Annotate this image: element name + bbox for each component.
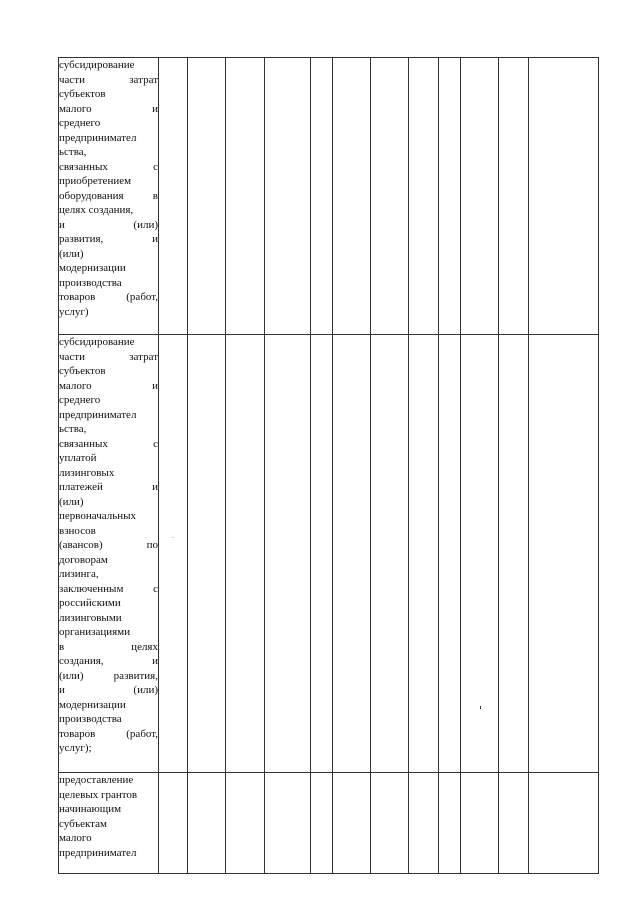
empty-cell	[439, 773, 461, 874]
empty-cell	[265, 58, 311, 335]
description-line: среднего	[59, 117, 101, 129]
empty-cell	[159, 335, 188, 773]
description-line: организациями	[59, 626, 131, 638]
description-line: товаров (работ,	[59, 291, 158, 303]
description-line: малого	[59, 832, 92, 844]
empty-cell	[159, 773, 188, 874]
empty-cell	[461, 773, 499, 874]
empty-cell	[409, 773, 439, 874]
description-line: целевых грантов	[59, 788, 138, 801]
scan-speck	[172, 537, 174, 538]
empty-cell	[226, 58, 265, 335]
description-line: предоставление	[59, 774, 134, 786]
empty-cell	[461, 58, 499, 335]
description-line: субсидирование	[59, 59, 135, 71]
description-line: (или) развития,	[59, 669, 158, 682]
table-row	[59, 58, 599, 335]
description-line: договорам	[59, 553, 108, 566]
description-line: (или)	[59, 247, 84, 260]
description-line: заключенным с	[59, 582, 158, 595]
description-line: взносов	[59, 524, 96, 537]
description-line: лизинговых	[59, 466, 115, 479]
description-line: первоначальных	[59, 510, 137, 522]
description-line: модернизации	[59, 262, 126, 274]
description-line: услуг);	[59, 742, 92, 754]
description-line: российскими	[59, 597, 121, 609]
empty-cell	[529, 773, 599, 874]
empty-cell	[226, 335, 265, 773]
scan-speck	[480, 706, 481, 709]
description-line: субъектов	[59, 88, 106, 100]
empty-cell	[371, 335, 409, 773]
empty-cell	[439, 335, 461, 773]
description-line: и (или)	[59, 684, 158, 696]
table-row	[59, 335, 599, 773]
empty-cell	[409, 58, 439, 335]
row-description-cell	[59, 58, 159, 335]
empty-cell	[529, 58, 599, 335]
description-line: ьства,	[59, 146, 87, 158]
description-line: субъектам	[59, 817, 107, 830]
empty-cell	[311, 58, 333, 335]
empty-cell	[188, 58, 226, 335]
data-table	[58, 57, 599, 874]
empty-cell	[409, 335, 439, 773]
description-line: (авансов) по	[59, 539, 158, 551]
description-line: платежей и	[59, 481, 158, 493]
table-body	[59, 58, 599, 874]
description-line: субъектов	[59, 365, 106, 377]
description-line: предпринимател	[59, 408, 137, 421]
description-line: предпринимател	[59, 846, 137, 859]
empty-cell	[371, 773, 409, 874]
empty-cell	[499, 58, 529, 335]
empty-cell	[265, 335, 311, 773]
empty-cell	[333, 773, 371, 874]
description-line: малого и	[59, 379, 158, 392]
description-line: связанных с	[59, 160, 158, 173]
description-line: части затрат	[59, 73, 158, 86]
empty-cell	[439, 58, 461, 335]
empty-cell	[311, 773, 333, 874]
description-line: начинающим	[59, 803, 122, 815]
empty-cell	[333, 58, 371, 335]
description-line: товаров (работ,	[59, 727, 158, 740]
empty-cell	[499, 773, 529, 874]
table-row	[59, 773, 599, 874]
empty-cell	[159, 58, 188, 335]
row-description-cell	[59, 773, 159, 874]
empty-cell	[371, 58, 409, 335]
description-line: приобретением	[59, 175, 132, 187]
empty-cell	[529, 335, 599, 773]
description-line: лизинговыми	[59, 611, 122, 624]
empty-cell	[188, 335, 226, 773]
description-line: развития, и	[59, 233, 158, 245]
description-line: предпринимател	[59, 131, 137, 144]
description-line: производства	[59, 713, 122, 725]
description-line: субсидирование	[59, 336, 135, 348]
description-line: создания, и	[59, 655, 158, 667]
description-line: услуг)	[59, 305, 89, 318]
description-line: уплатой	[59, 452, 97, 464]
description-line: производства	[59, 276, 122, 289]
row-description-cell	[59, 335, 159, 773]
description-line: среднего	[59, 394, 101, 406]
empty-cell	[265, 773, 311, 874]
empty-cell	[226, 773, 265, 874]
description-line: модернизации	[59, 698, 126, 711]
description-line: и (или)	[59, 218, 158, 231]
description-line: (или)	[59, 495, 84, 508]
description-line: в целях	[59, 640, 158, 653]
empty-cell	[188, 773, 226, 874]
description-line: связанных с	[59, 437, 158, 450]
description-line: ьства,	[59, 423, 87, 435]
empty-cell	[499, 335, 529, 773]
description-line: малого и	[59, 102, 158, 115]
description-line: части затрат	[59, 350, 158, 363]
description-line: оборудования в	[59, 189, 158, 202]
description-line: целях создания,	[59, 204, 134, 216]
description-line: лизинга,	[59, 568, 99, 580]
empty-cell	[311, 335, 333, 773]
empty-cell	[333, 335, 371, 773]
